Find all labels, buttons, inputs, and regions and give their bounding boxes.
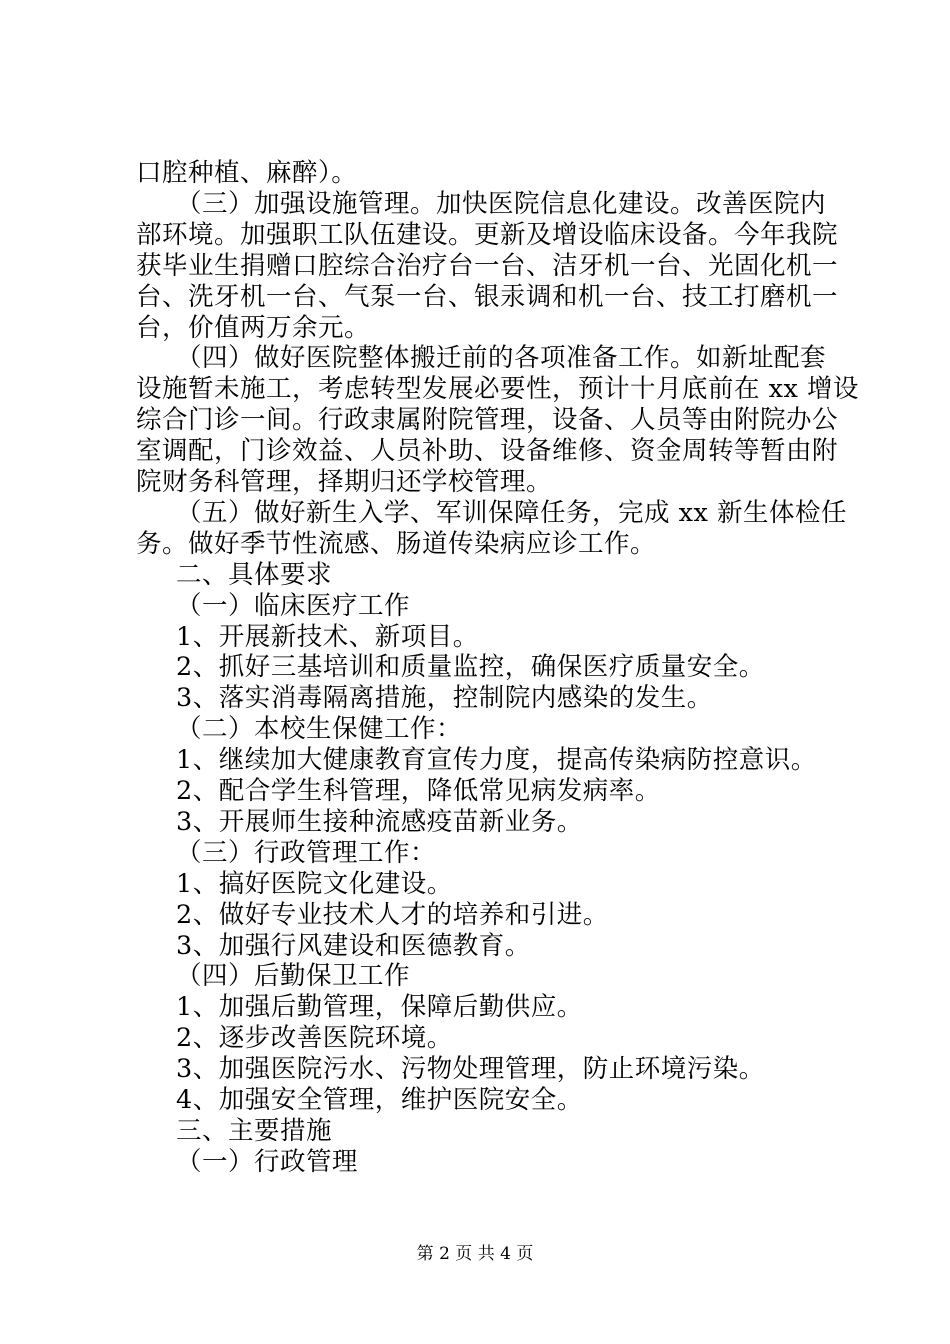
- text-line: （三）行政管理工作：: [176, 837, 437, 868]
- text-line: 室调配，门诊效益、人员补助、设备维修、资金周转等暂由附: [136, 436, 839, 467]
- text-line: 设施暂未施工，考虑转型发展必要性，预计十月底前在 xx 增设: [136, 374, 859, 405]
- text-line: 2、配合学生科管理，降低常见病发病率。: [176, 776, 661, 806]
- text-line: 1、加强后勤管理，保障后勤供应。: [176, 992, 583, 1023]
- text-line: 2、抓好三基培训和质量监控，确保医疗质量安全。: [176, 652, 765, 683]
- text-line: （四）做好医院整体搬迁前的各项准备工作。如新址配套: [176, 343, 827, 374]
- text-line: 综合门诊一间。行政隶属附院管理，设备、人员等由附院办公: [136, 405, 839, 436]
- text-line: 1、开展新技术、新项目。: [176, 621, 479, 652]
- text-line: 部环境。加强职工队伍建设。更新及增设临床设备。今年我院: [136, 219, 839, 250]
- text-line: 3、加强行风建设和医德教育。: [176, 930, 531, 961]
- text-line: 1、搞好医院文化建设。: [176, 868, 453, 899]
- text-line: 院财务科管理，择期归还学校管理。: [136, 467, 553, 497]
- text-line: （一）行政管理: [176, 1146, 359, 1177]
- text-line: 1、继续加大健康教育宣传力度，提高传染病防控意识。: [176, 745, 817, 776]
- text-line: 口腔种植、麻醉）。: [136, 158, 358, 188]
- text-line: 台、洗牙机一台、气泵一台、银汞调和机一台、技工打磨机一: [136, 281, 839, 312]
- text-line: 二、具体要求: [176, 559, 333, 590]
- text-line: （五）做好新生入学、军训保障任务，完成 xx 新生体检任: [176, 497, 847, 528]
- text-line: 三、主要措施: [176, 1115, 333, 1146]
- text-line: （三）加强设施管理。加快医院信息化建设。改善医院内: [176, 188, 827, 219]
- text-line: 3、开展师生接种流感疫苗新业务。: [176, 806, 583, 837]
- text-line: 4、加强安全管理，维护医院安全。: [176, 1085, 583, 1115]
- text-line: 2、逐步改善医院环境。: [176, 1023, 453, 1054]
- text-line: 台，价值两万余元。: [136, 312, 371, 343]
- text-line: 获毕业生捐赠口腔综合治疗台一台、洁牙机一台、光固化机一: [136, 250, 839, 281]
- text-line: 3、加强医院污水、污物处理管理，防止环境污染。: [176, 1054, 765, 1085]
- text-line: 3、落实消毒隔离措施，控制院内感染的发生。: [176, 683, 713, 714]
- text-line: 2、做好专业技术人才的培养和引进。: [176, 899, 609, 930]
- text-line: 务。做好季节性流感、肠道传染病应诊工作。: [136, 528, 657, 559]
- text-line: （一）临床医疗工作: [176, 590, 411, 621]
- page-footer: 第 2 页 共 4 页: [416, 1244, 534, 1264]
- text-line: （二）本校生保健工作：: [176, 714, 463, 745]
- text-line: （四）后勤保卫工作: [176, 961, 411, 992]
